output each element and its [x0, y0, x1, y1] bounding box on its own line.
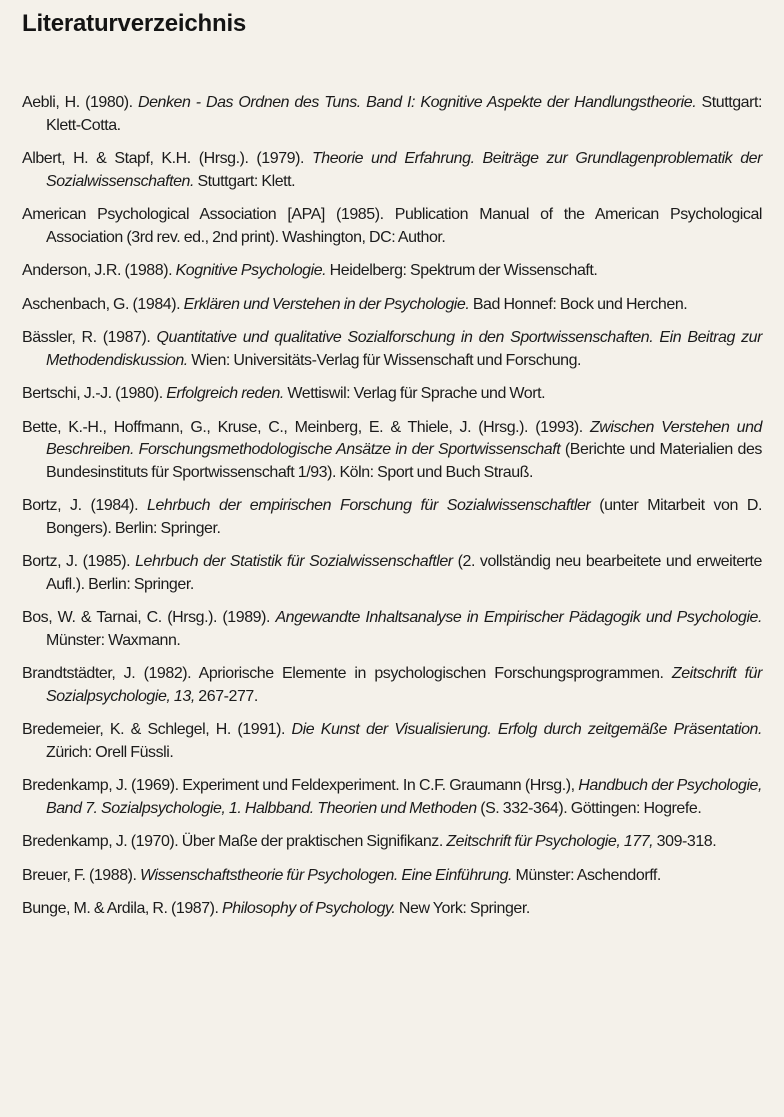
reference-entry [22, 294, 762, 317]
reference-text: Stuttgart: Klett-Cotta. [46, 94, 762, 134]
page-title: Literaturverzeichnis [22, 10, 247, 37]
reference-entry [22, 327, 762, 372]
reference-text: Bunge, M. & Ardila, R. (1987). [22, 900, 223, 917]
reference-text: Wien: Universitäts-Verlag für Wissenschaft und Forschung. [187, 351, 582, 369]
reference-text: Bertschi, J.-J. (1980). [22, 385, 167, 402]
reference-text: Wettiswil: Verlag für Sprache und Wort. [283, 385, 546, 402]
reference-text: Aebli, H. (1980). [22, 94, 138, 111]
reference-text: Bette, K.-H., Hoffmann, G., Kruse, C., Meinberg, E. & Thiele, J. (Hrsg.). (1993). [22, 418, 590, 436]
reference-text: Bredenkamp, J. (1970). Über Maße der praktischen Signifikanz. [22, 833, 447, 850]
reference-entry [22, 831, 762, 854]
reference-entry [22, 663, 762, 708]
reference-text: Münster: Aschendorff. [512, 866, 661, 884]
reference-title-italic: Die Kunst der Visualisierung. Erfolg durch zeitgemäße Präsentation. [291, 721, 762, 738]
reference-title-italic: Philosophy of Psychology. [222, 900, 396, 917]
reference-text: American Psychological Association [APA] (1985). Publication Manual of the American Psychological Association (3rd rev. ed., 2nd print). Washington, DC: Author. [22, 206, 762, 246]
reference-title-italic: Denken - Das Ordnen des Tuns. Band I: Kognitive Aspekte der Handlungstheorie. [137, 94, 697, 111]
reference-text: 267-277. [194, 687, 258, 705]
reference-title-italic: Angewandte Inhaltsanalyse in Empirischer Pädagogik und Psychologie. [275, 609, 762, 626]
reference-text: Münster: Waxmann. [46, 631, 181, 649]
reference-title-italic: Kognitive Psychologie. [175, 262, 327, 279]
reference-text: Bortz, J. (1984). [22, 497, 147, 514]
reference-title-italic: Zwischen Verstehen und Beschreiben. Forschungsmethodologische Ansätze in der Sportwissenschaft [46, 418, 762, 458]
reference-entry [22, 865, 762, 888]
reference-title-italic: Zeitschrift für Psychologie, 177, [446, 833, 654, 850]
reference-title-italic: Quantitative und qualitative Sozialforschung in den Sportwissenschaften. Ein Beitrag zur Methodendiskussion. [46, 329, 762, 369]
reference-entry [22, 775, 762, 820]
reference-text: Aschenbach, G. (1984). [22, 295, 184, 313]
reference-entry [22, 148, 762, 193]
reference-title-italic: Theorie und Erfahrung. Beiträge zur Grundlagenproblematik der Sozialwissenschaften. [46, 150, 762, 190]
reference-entry [22, 495, 762, 540]
reference-entry [22, 204, 762, 249]
reference-text: (S. 332-364). Göttingen: Hogrefe. [476, 799, 702, 817]
reference-entry [22, 92, 762, 137]
reference-title-italic: Lehrbuch der empirischen Forschung für Sozialwissenschaftler [147, 497, 591, 514]
reference-text: New York: Springer. [395, 900, 530, 917]
reference-text: Bässler, R. (1987). [22, 329, 157, 346]
reference-text: Bredenkamp, J. (1969). Experiment und Feldexperiment. In C.F. Graumann (Hrsg.), [22, 777, 579, 794]
reference-text: Brandtstädter, J. (1982). Apriorische Elemente in psychologischen Forschungsprogrammen. [22, 665, 672, 682]
reference-text: (Berichte und Materialien des Bundesinstituts für Sportwissenschaft 1/93). Köln: Sport und Buch Strauß. [46, 441, 762, 481]
reference-title-italic: Erklären und Verstehen in der Psychologie. [183, 295, 470, 313]
reference-text: Zürich: Orell Füssli. [46, 743, 174, 761]
reference-text: Stuttgart: Klett. [193, 172, 296, 190]
reference-text: Breuer, F. (1988). [22, 866, 141, 884]
reference-entry [22, 551, 762, 596]
reference-title-italic: Lehrbuch der Statistik für Sozialwissenschaftler [135, 553, 453, 570]
reference-list [22, 92, 762, 932]
reference-title-italic: Handbuch der Psychologie, Band 7. Sozialpsychologie, 1. Halbband. Theorien und Methoden [46, 777, 762, 817]
reference-text: Heidelberg: Spektrum der Wissenschaft. [326, 262, 598, 279]
reference-text: Bad Honnef: Bock und Herchen. [469, 295, 688, 313]
reference-entry [22, 260, 762, 283]
reference-text: (2. vollständig neu bearbeitete und erweiterte Aufl.). Berlin: Springer. [46, 553, 762, 593]
reference-title-italic: Erfolgreich reden. [166, 385, 284, 402]
reference-text: Bredemeier, K. & Schlegel, H. (1991). [22, 721, 292, 738]
reference-text: (unter Mitarbeit von D. Bongers). Berlin: Springer. [46, 497, 762, 537]
reference-entry [22, 417, 762, 485]
reference-text: Bortz, J. (1985). [22, 553, 136, 570]
reference-entry [22, 898, 762, 921]
reference-title-italic: Wissenschaftstheorie für Psychologen. Eine Einführung. [140, 866, 513, 884]
reference-text: Bos, W. & Tarnai, C. (Hrsg.). (1989). [22, 609, 276, 626]
reference-entry [22, 383, 762, 406]
reference-text: Anderson, J.R. (1988). [22, 262, 176, 279]
reference-text: Albert, H. & Stapf, K.H. (Hrsg.). (1979). [22, 150, 312, 167]
reference-entry [22, 719, 762, 764]
reference-text: 309-318. [653, 833, 717, 850]
reference-entry [22, 607, 762, 652]
reference-title-italic: Zeitschrift für Sozialpsychologie, 13, [46, 665, 762, 705]
